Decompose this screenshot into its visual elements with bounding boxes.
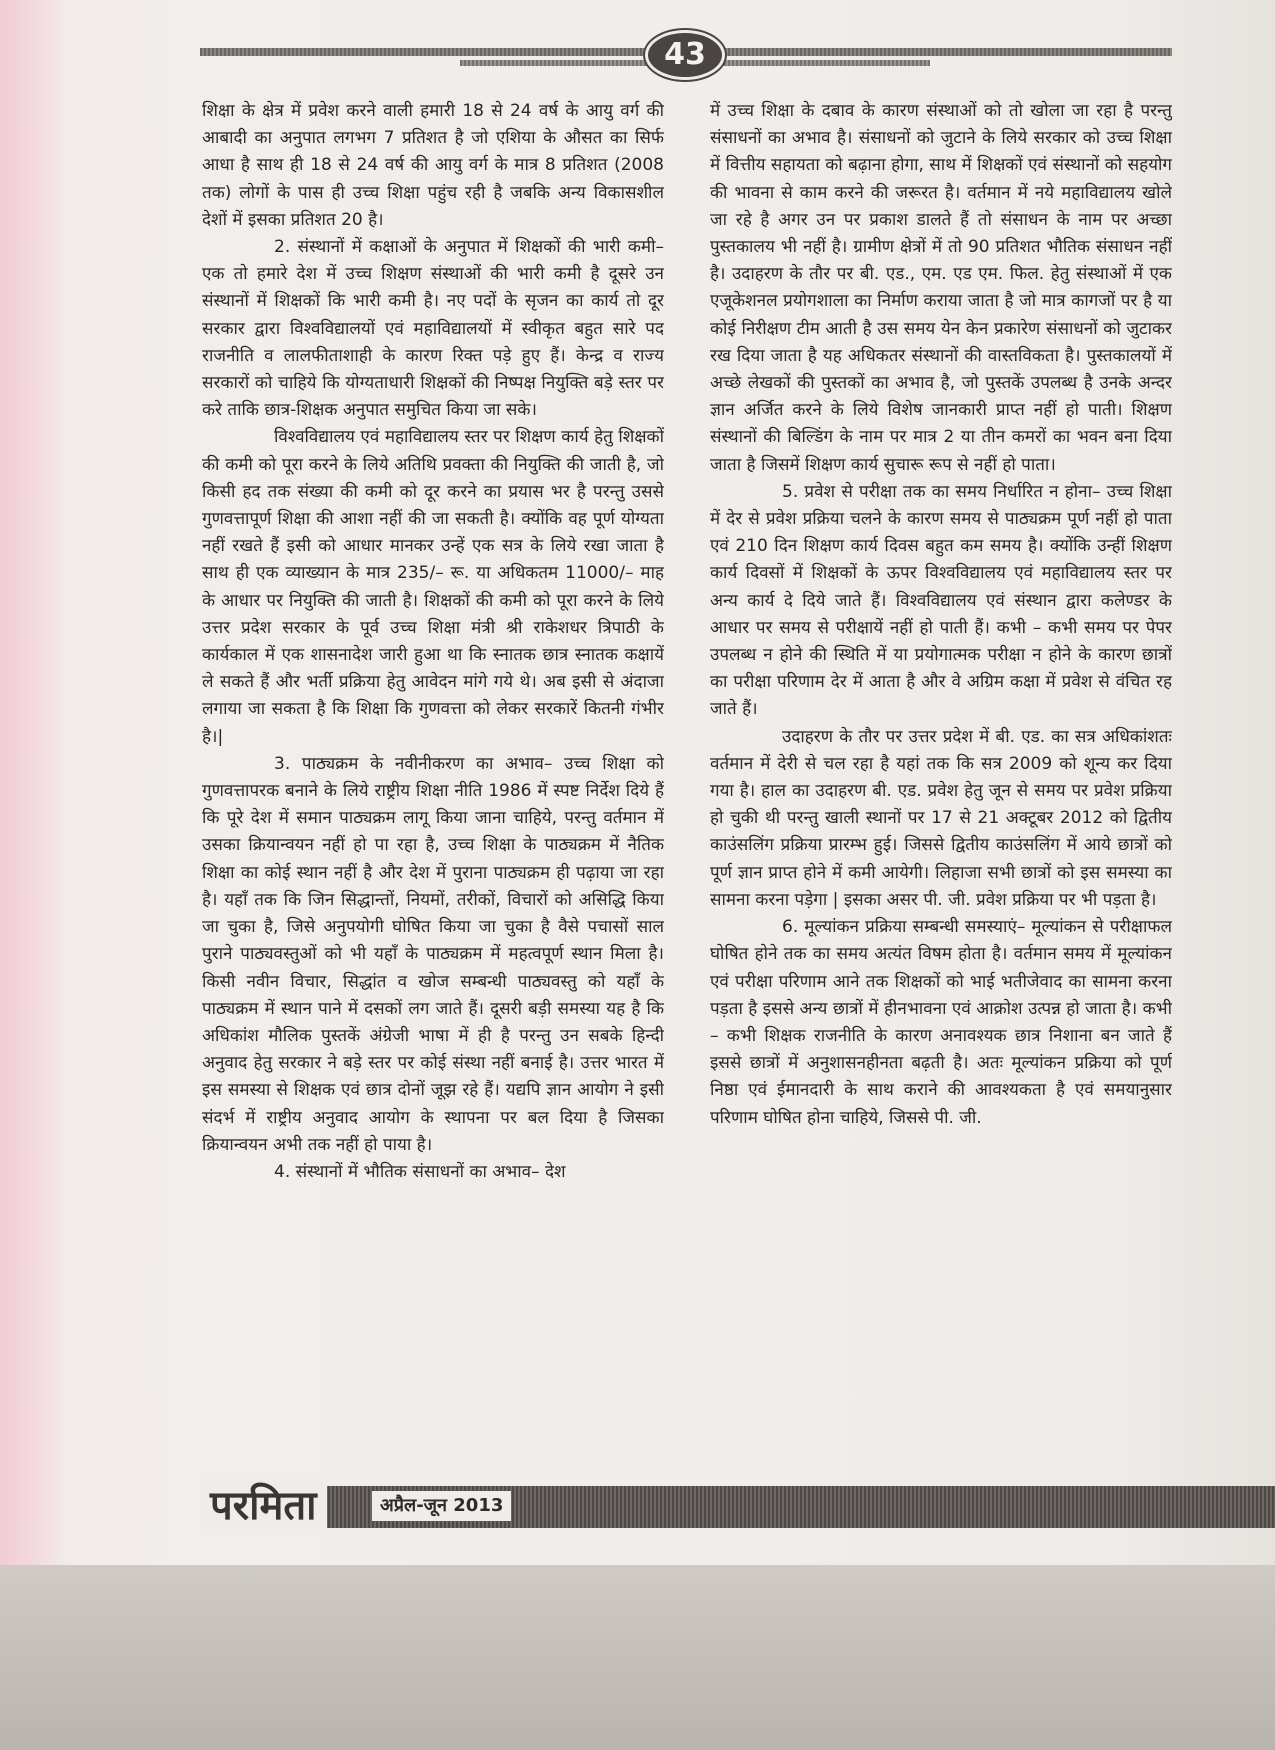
paragraph: 2. संस्थानों में कक्षाओं के अनुपात में शिक्षकों की भारी कमी– एक तो हमारे देश में उच्च शिक्षण संस्थाओं की भारी कमी है दूसरे उन संस्थानों में शिक्षकों कि भारी कमी है। नए पदों के सृजन का कार्य तो दूर सरकार द्वारा विश्वविद्यालयों एवं महाविद्यालयों में स्वीकृत बहुत सारे पद राजनीति व लालफीताशाही के कारण रिक्त पड़े हुए हैं। केन्द्र व राज्य सरकारों को चाहिये कि योग्यताधारी शिक्षकों की निष्पक्ष नियुक्ति बड़े स्तर पर करे ताकि छात्र-शिक्षक अनुपात समुचित किया जा सके। <box>202 237 664 421</box>
paragraph: 5. प्रवेश से परीक्षा तक का समय निर्धारित न होना– उच्च शिक्षा में देर से प्रवेश प्रक्रिया चलने के कारण समय से पाठ्यक्रम पूर्ण नहीं हो पाता एवं 210 दिन शिक्षण कार्य दिवस बहुत कम समय है। क्योंकि उन्हीं शिक्षण कार्य दिवसों में शिक्षकों के ऊपर विश्वविद्यालय एवं महाविद्यालय स्तर पर अन्य कार्य दे दिये जाते हैं। विश्वविद्यालय एवं संस्थान द्वारा कलेण्डर के आधार पर समय से परीक्षायें नहीं हो पाती हैं। कभी – कभी समय पर पेपर उपलब्ध न होने की स्थिति में या प्रयोगात्मक परीक्षा न होने के कारण छात्रों का परीक्षा परिणाम देर में आता है और वे अग्रिम कक्षा में प्रवेश से वंचित रह जाते हैं। <box>710 481 1172 720</box>
issue-date: अप्रैल-जून 2013 <box>372 1491 511 1521</box>
magazine-logo: परमिता <box>200 1478 327 1534</box>
right-column <box>710 98 1172 1468</box>
scan-bottom-margin <box>0 1565 1275 1750</box>
paragraph: 4. संस्थानों में भौतिक संसाधनों का अभाव– देश <box>274 1161 566 1182</box>
spine-shadow <box>0 0 70 1565</box>
paragraph: विश्वविद्यालय एवं महाविद्यालय स्तर पर शिक्षण कार्य हेतु शिक्षकों की कमी को पूरा करने के लिये अतिथि प्रवक्ता की नियुक्ति की जाती है, जो किसी हद तक संख्या की कमी को दूर करने का प्रयास भर है परन्तु उससे गुणवत्तापूर्ण शिक्षा की आशा नहीं की जा सकती है। क्योंकि वह पूर्ण योग्यता नहीं रखते हैं इसी को आधार मानकर उन्हें एक सत्र के लिये रखा जाता है साथ ही एक व्याख्यान के मात्र 235/– रू. या अधिकतम 11000/– माह के आधार पर नियुक्ति की जाती है। शिक्षकों की कमी को पूरा करने के लिये उत्तर प्रदेश सरकार के पूर्व उच्च शिक्षा मंत्री श्री राकेशधर त्रिपाठी के कार्यकाल में एक शासनादेश जारी हुआ था कि स्नातक छात्र स्नातक कक्षायें ले सकते हैं और भर्ती प्रक्रिया हेतु आवेदन मांगे गये थे। अब इसी से अंदाजा लगाया जा सकता है कि शिक्षा कि गुणवत्ता को लेकर सरकारें कितनी गंभीर है।| <box>202 427 664 747</box>
footer-band <box>200 1486 1275 1528</box>
left-column <box>202 98 664 1468</box>
paragraph: 3. पाठ्यक्रम के नवीनीकरण का अभाव– उच्च शिक्षा को गुणवत्तापरक बनाने के लिये राष्ट्रीय शिक्षा नीति 1986 में स्पष्ट निर्देश दिये हैं कि पूरे देश में समान पाठ्यक्रम लागू किया जाना चाहिये, परन्तु वर्तमान में उसका क्रियान्वयन नहीं हो पा रहा है, उच्च शिक्षा के पाठ्यक्रम में नैतिक शिक्षा का कोई स्थान नहीं है और देश में पुराना पाठ्यक्रम ही पढ़ाया जा रहा है। यहाँ तक कि जिन सिद्धान्तों, नियमों, तरीकों, विचारों को असिद्धि किया जा चुका है, जिसे अनुपयोगी घोषित किया जा चुका है वैसे पचासों साल पुराने पाठ्यवस्तुओं को भी यहाँ के पाठ्यक्रम में महत्वपूर्ण स्थान मिला है। किसी नवीन विचार, सिद्धांत व खोज सम्बन्धी पाठ्यवस्तु को यहाँ के पाठ्यक्रम में स्थान पाने में दसकों लग जाते हैं। दूसरी बड़ी समस्या यह है कि अधिकांश मौलिक पुस्तकें अंग्रेजी भाषा में ही है परन्तु उन सबके हिन्दी अनुवाद हेतु सरकार ने बड़े स्तर पर कोई संस्था नहीं बनाई है। उत्तर भारत में इस समस्या से शिक्षक एवं छात्र दोनों जूझ रहे हैं। यद्यपि ज्ञान आयोग ने इसी संदर्भ में राष्ट्रीय अनुवाद आयोग के स्थापना पर बल दिया है जिसका क्रियान्वयन अभी तक नहीं हो पाया है। <box>202 753 664 1155</box>
paragraph: 6. मूल्यांकन प्रक्रिया सम्बन्धी समस्याएं– मूल्यांकन से परीक्षाफल घोषित होने तक का समय अत्यंत विषम होता है। वर्तमान समय में मूल्यांकन एवं परीक्षा परिणाम आने तक शिक्षकों को भाई भतीजेवाद का सामना करना पड़ता है इससे अन्य छात्रों में हीनभावना एवं आक्रोश उत्पन्न हो जाता है। कभी – कभी शिक्षक राजनीति के कारण अनावश्यक छात्र निशाना बन जाते हैं इससे छात्रों में अनुशासनहीनता बढ़ती है। अतः मूल्यांकन प्रक्रिया को पूर्ण निष्ठा एवं ईमानदारी के साथ कराने की आवश्यकता है एवं समयानुसार परिणाम घोषित होना चाहिये, जिससे पी. जी. <box>710 917 1172 1128</box>
page-number: 43 <box>648 33 722 77</box>
paragraph: शिक्षा के क्षेत्र में प्रवेश करने वाली हमारी 18 से 24 वर्ष के आयु वर्ग की आबादी का अनुपात लगभग 7 प्रतिशत है जो एशिया के औसत का सिर्फ आधा है साथ ही 18 से 24 वर्ष की आयु वर्ग के मात्र 8 प्रतिशत (2008 तक) लोगों के पास ही उच्च शिक्षा पहुंच रही है जबकि अन्य विकासशील देशों में इसका प्रतिशत 20 है। <box>202 101 664 230</box>
paragraph: में उच्च शिक्षा के दबाव के कारण संस्थाओं को तो खोला जा रहा है परन्तु संसाधनों का अभाव है। संसाधनों को जुटाने के लिये सरकार को उच्च शिक्षा में वित्तीय सहायता को बढ़ाना होगा, साथ में शिक्षकों एवं संस्थानों को सहयोग की भावना से काम करने की जरूरत है। वर्तमान में नये महाविद्यालय खोले जा रहे है अगर उन पर प्रकाश डालते हैं तो संसाधन के नाम पर अच्छा पुस्तकालय भी नहीं है। ग्रामीण क्षेत्रों में तो 90 प्रतिशत भौतिक संसाधन नहीं है। उदाहरण के तौर पर बी. एड., एम. एड एम. फिल. हेतु संस्थाओं में एक एजूकेशनल प्रयोगशाला का निर्माण कराया जाता है जो मात्र कागजों पर है या कोई निरीक्षण टीम आती है उस समय येन केन प्रकारेण संसाधनों को जुटाकर रख दिया जाता है यह अधिकतर संस्थानों की वास्तविकता है। पुस्तकालयों में अच्छे लेखकों की पुस्तकों का अभाव है, जो पुस्तकें उपलब्ध है उनके अन्दर ज्ञान अर्जित करने के लिये विशेष जानकारी प्राप्त नहीं हो पाती। शिक्षण संस्थानों की बिल्डिंग के नाम पर मात्र 2 या तीन कमरों का भवन बना दिया जाता है जिसमें शिक्षण कार्य सुचारू रूप से नहीं हो पाता। <box>710 101 1172 475</box>
paragraph: उदाहरण के तौर पर उत्तर प्रदेश में बी. एड. का सत्र अधिकांशतः वर्तमान में देरी से चल रहा है यहां तक कि सत्र 2009 को शून्य कर दिया गया है। हाल का उदाहरण बी. एड. प्रवेश हेतु जून से समय पर प्रवेश प्रक्रिया हो चुकी थी परन्तु खाली स्थानों पर 17 से 21 अक्टूबर 2012 को द्वितीय काउंसलिंग प्रक्रिया प्रारम्भ हुई। जिससे द्वितीय काउंसलिंग में आये छात्रों को पूर्ण ज्ञान प्राप्त होने में कमी आयेगी। लिहाजा सभी छात्रों को इस समस्या का सामना करना पड़ेगा | इसका असर पी. जी. प्रवेश प्रक्रिया पर भी पड़ता है। <box>710 726 1172 910</box>
